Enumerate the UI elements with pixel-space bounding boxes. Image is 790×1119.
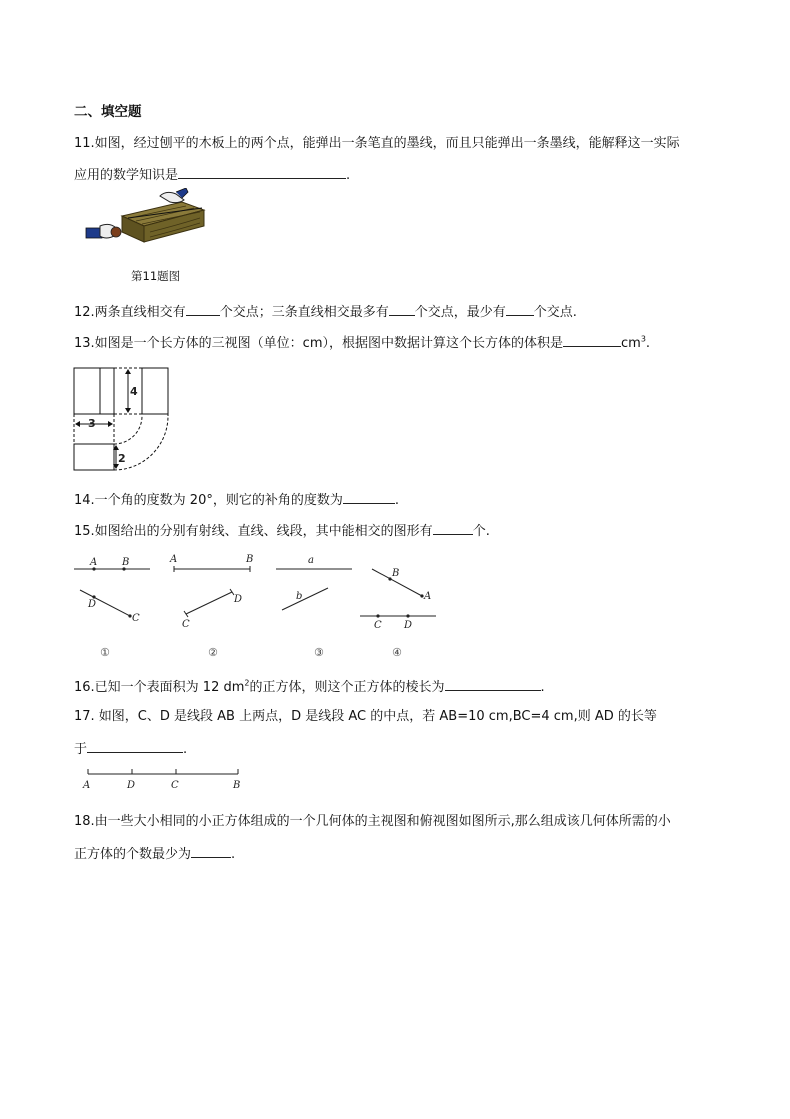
q11-line2-post: . [346, 168, 351, 183]
q14-answer-blank[interactable] [343, 490, 395, 504]
q12-part2: 个交点；三条直线相交最多有 [219, 305, 389, 320]
q17-point-B: B [233, 780, 241, 791]
q13-post: . [645, 336, 651, 351]
dim-height-arrow-bottom [125, 408, 131, 413]
fig4-point-B: B [392, 568, 400, 579]
figure-1 [74, 557, 150, 659]
q14-post: . [394, 493, 399, 508]
q13-line [74, 333, 650, 352]
dim-width-label: 3 [88, 417, 96, 430]
fig2-point-B: B [246, 554, 254, 565]
q11-line2-pre: 应用的数学知识是 [74, 168, 179, 183]
q12-part4: 个交点. [533, 305, 577, 320]
q14-text: 14.一个角的度数为 20°，则它的补角的度数为 [74, 493, 343, 508]
q12-blank-2[interactable] [389, 302, 415, 316]
q16-text: 16.已知一个表面积为 12 dm [74, 680, 245, 695]
q18-line2-post: . [231, 847, 236, 862]
q17-line2-post: . [183, 742, 188, 757]
dim-height-label: 4 [130, 385, 138, 398]
q12-part1: 12.两条直线相交有 [74, 305, 186, 320]
dim-depth-label: 2 [118, 452, 126, 465]
dim-width-arrow-right [108, 421, 113, 427]
q17-point-D: D [127, 780, 136, 791]
fig1-point-A: A [90, 557, 98, 568]
q16-answer-blank[interactable] [445, 677, 541, 691]
fig2-label: ② [208, 646, 218, 659]
figure-2 [169, 554, 253, 659]
q17-line1: 17. 如图，C、D 是线段 AB 上两点，D 是线段 AC 的中点，若 AB=10 cm,BC=4 cm,则 AD 的长等 [74, 709, 657, 724]
q17-line2 [74, 739, 187, 758]
q18-answer-blank[interactable] [191, 844, 231, 858]
q15-text: 15.如图给出的分别有射线、直线、线段，其中能相交的图形有 [74, 524, 433, 539]
q18-line1: 18.由一些大小相同的小正方体组成的一个几何体的主视图和俯视图如图所示,那么组成该几何体所需的小 [74, 814, 671, 829]
q17-answer-blank[interactable] [87, 739, 183, 753]
figure-3 [276, 555, 352, 659]
q16-mid: 的正方体，则这个正方体的棱长为 [249, 680, 445, 695]
fig1-point-D: D [88, 599, 97, 610]
fig2-point-D: D [234, 594, 243, 605]
q12-blank-3[interactable] [506, 302, 534, 316]
q13-text: 13.如图是一个长方体的三视图（单位：cm），根据图中数据计算这个长方体的体积是 [74, 336, 563, 351]
fig3-line-b: b [296, 591, 303, 602]
fig1-label: ① [100, 646, 110, 659]
q17-segment-figure [78, 764, 248, 792]
figure-4 [360, 568, 436, 659]
fig3-line-a: a [308, 555, 314, 566]
fig3-label: ③ [314, 646, 324, 659]
dim-height-arrow-top [125, 369, 131, 374]
front-view-rect [74, 368, 114, 414]
q11-line1: 11.如图，经过刨平的木板上的两个点，能弹出一条笔直的墨线，而且只能弹出一条墨线，能解释这一实际 [74, 136, 680, 151]
q11-answer-blank[interactable] [178, 165, 346, 179]
q12-part3: 个交点，最少有 [414, 305, 506, 320]
q17-point-C: C [171, 780, 179, 791]
fig4-point-C: C [374, 620, 382, 631]
top-view-rect [74, 444, 114, 470]
q15-lines-figure [70, 548, 450, 660]
q16-unit-exponent: 2 [244, 678, 250, 688]
q13-unit: cm [621, 336, 641, 351]
projection-arc-inner [114, 416, 142, 444]
q17-point-A: A [83, 780, 91, 791]
fig2-point-A: A [170, 554, 178, 565]
q12-line [74, 302, 577, 321]
q11-line2 [74, 165, 350, 184]
fig4-label: ④ [392, 646, 402, 659]
q16-post: . [540, 680, 545, 695]
fig2-point-C: C [182, 619, 190, 630]
fig4-point-A: A [424, 591, 432, 602]
q15-post: 个. [472, 524, 490, 539]
q15-line [74, 521, 490, 540]
fig1-point-B: B [122, 557, 130, 568]
q13-three-view-figure [72, 364, 178, 474]
q18-line2-pre: 正方体的个数最少为 [74, 847, 192, 862]
q17-line2-pre: 于 [74, 742, 88, 757]
q13-unit-exponent: 3 [640, 334, 646, 344]
section-title: 二、填空题 [74, 104, 142, 120]
q11-figure-caption: 第11题图 [131, 269, 181, 283]
fig4-point-D: D [404, 620, 413, 631]
q13-answer-blank[interactable] [563, 333, 621, 347]
q16-line [74, 677, 545, 696]
q15-answer-blank[interactable] [433, 521, 473, 535]
ink-pot [111, 227, 121, 237]
side-view-rect [142, 368, 168, 414]
q12-blank-1[interactable] [186, 302, 220, 316]
q18-line2 [74, 844, 235, 863]
dim-width-arrow-left [75, 421, 80, 427]
q14-line [74, 490, 399, 509]
fig1-point-C: C [132, 613, 140, 624]
q11-wood-board-figure [82, 188, 222, 250]
